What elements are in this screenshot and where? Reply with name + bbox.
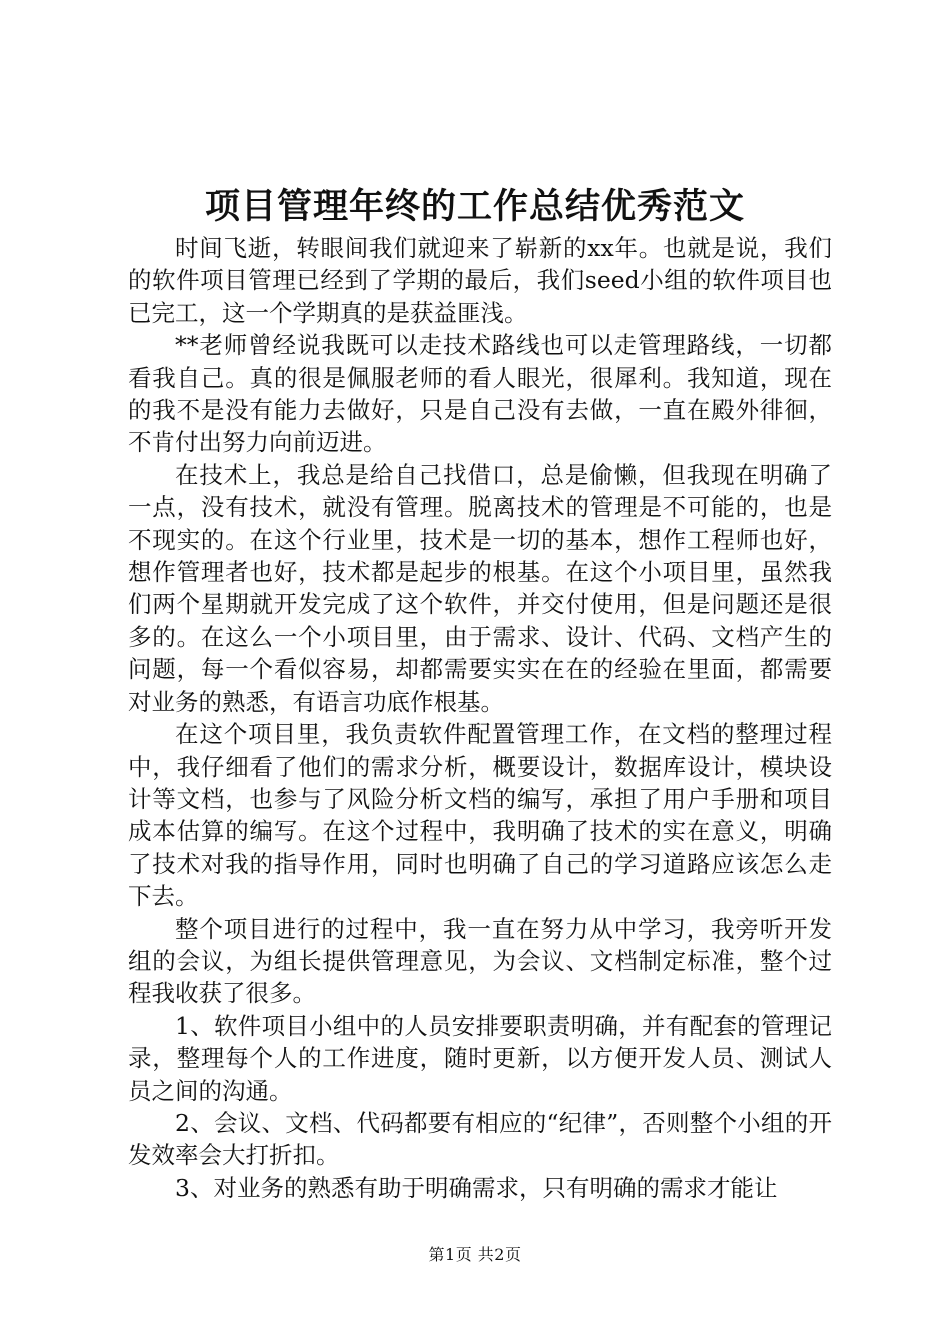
document-body [128,232,832,1204]
paragraph-1: 时间飞逝，转眼间我们就迎来了崭新的xx年。也就是说，我们的软件项目管理已经到了学期的最后，我们seed小组的软件项目也已完工，这一个学期真的是获益匪浅。 [128,234,832,327]
list-item-3: 3、对业务的熟悉有助于明确需求，只有明确的需求才能让 [175,1173,778,1202]
page-title: 项目管理年终的工作总结优秀范文 [204,186,745,227]
paragraph-2: **老师曾经说我既可以走技术路线也可以走管理路线，一切都看我自己。真的很是佩服老师的看人眼光，很犀利。我知道，现在的我不是没有能力去做好，只是自己没有去做，一直在殿外徘徊，不肯付出努力向前迈进。 [128,331,832,457]
paragraph-5: 整个项目进行的过程中，我一直在努力从中学习，我旁听开发组的会议，为组长提供管理意见，为会议、文档制定标准，整个过程我收获了很多。 [128,914,832,1008]
paragraph-4: 在这个项目里，我负责软件配置管理工作，在文档的整理过程中，我仔细看了他们的需求分析，概要设计，数据库设计，模块设计等文档，也参与了风险分析文档的编写，承担了用户手册和项目成本估算的编写。在这个过程中，我明确了技术的实在意义，明确了技术对我的指导作用，同时也明确了自己的学习道路应该怎么走下去。 [128,720,832,911]
list-item-2: 2、会议、文档、代码都要有相应的“纪律”，否则整个小组的开发效率会大打折扣。 [128,1108,832,1170]
paragraph-3: 在技术上，我总是给自己找借口，总是偷懒，但我现在明确了一点，没有技术，就没有管理。脱离技术的管理是不可能的，也是不现实的。在这个行业里，技术是一切的基本，想作工程师也好，想作管理者也好，技术都是起步的根基。在这个小项目里，虽然我们两个星期就开发完成了这个软件，并交付使用，但是问题还是很多的。在这么一个小项目里，由于需求、设计、代码、文档产生的问题，每一个看似容易，却都需要实实在在的经验在里面，都需要对业务的熟悉，有语言功底作根基。 [128,460,832,716]
page-number-footer: 第1页 共2页 [428,1245,522,1264]
list-item-1: 1、软件项目小组中的人员安排要职责明确，并有配套的管理记录，整理每个人的工作进度，随时更新，以方便开发人员、测试人员之间的沟通。 [128,1011,832,1105]
